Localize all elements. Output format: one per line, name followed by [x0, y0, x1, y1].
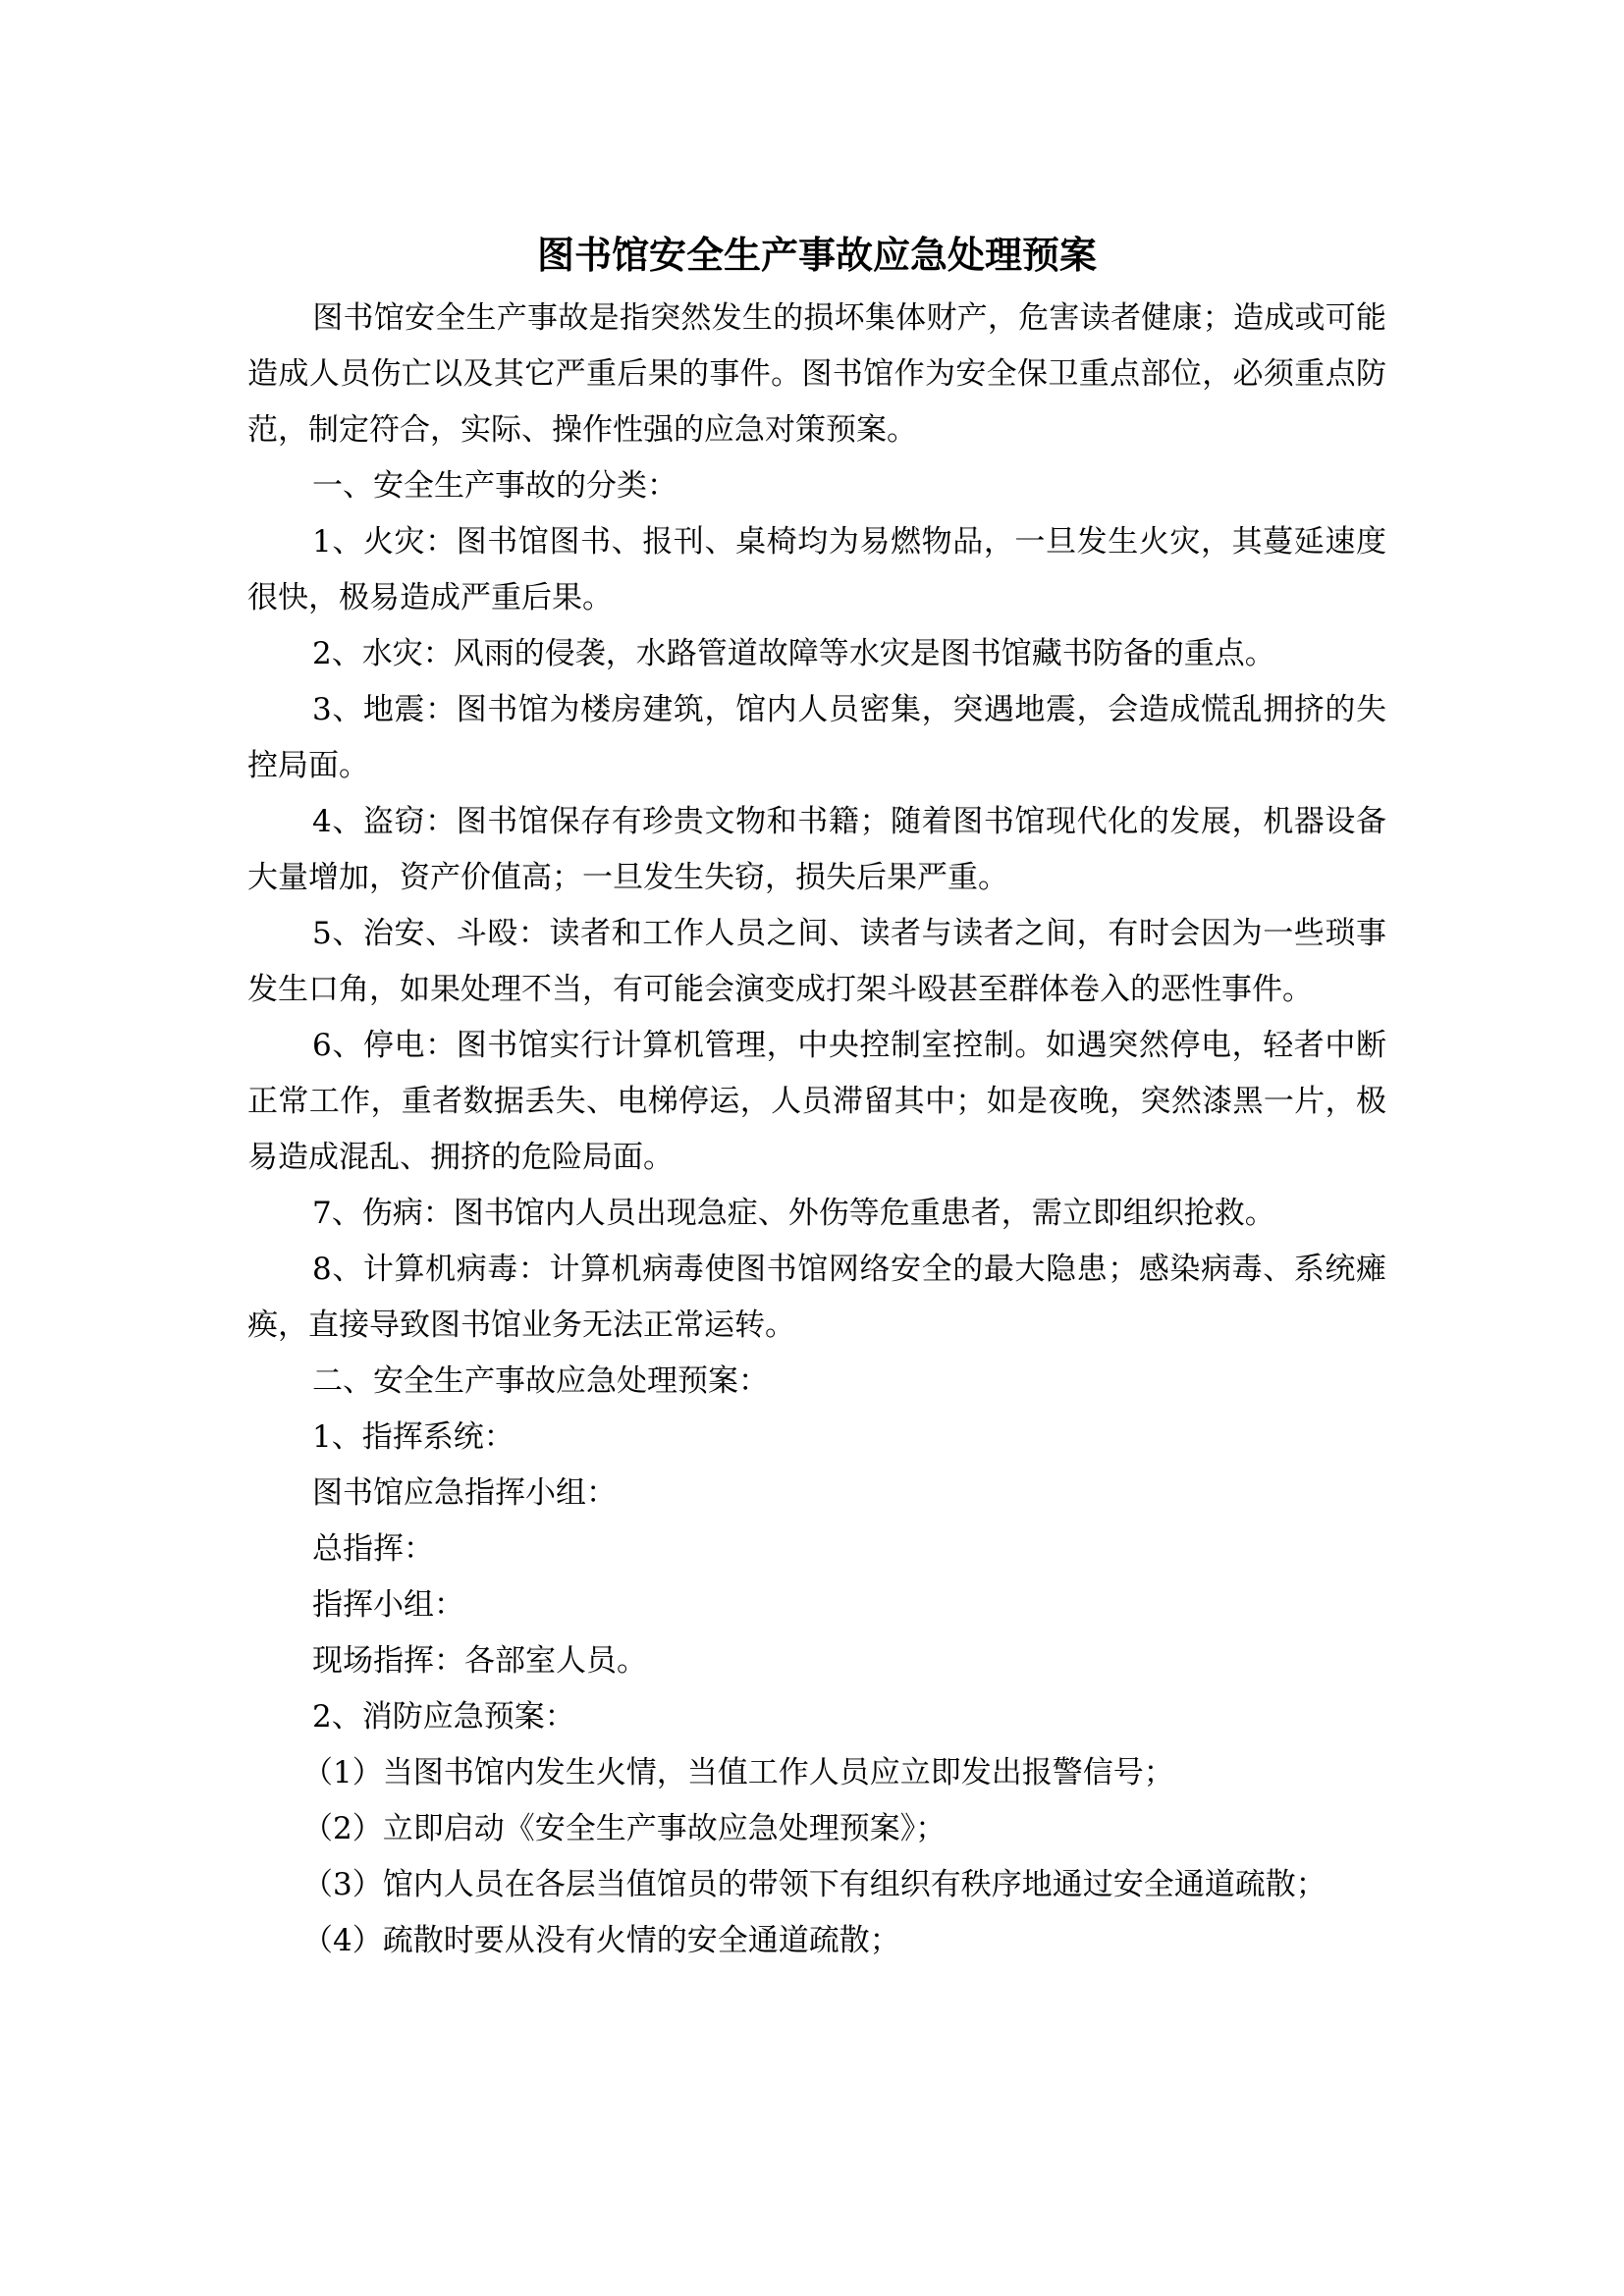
list-item-earthquake: 3、地震：图书馆为楼房建筑，馆内人员密集，突遇地震，会造成慌乱拥挤的失控局面。: [247, 692, 1386, 783]
intro-paragraph: 图书馆安全生产事故是指突然发生的损坏集体财产，危害读者健康；造成或可能造成人员伤亡以及其它严重后果的事件。图书馆作为安全保卫重点部位，必须重点防范，制定符合，实际、操作性强的应急对策预案。: [247, 300, 1386, 448]
section-heading-classification: 一、安全生产事故的分类：: [312, 468, 677, 504]
document-page: [247, 228, 1386, 1969]
list-item-theft: 4、盗窃：图书馆保存有珍贵文物和书籍；随着图书馆现代化的发展，机器设备大量增加，资产价值高；一旦发生失窃，损失后果严重。: [247, 804, 1386, 895]
list-item-public-order: 5、治安、斗殴：读者和工作人员之间、读者与读者之间，有时会因为一些琐事发生口角，如果处理不当，有可能会演变成打架斗殴甚至群体卷入的恶性事件。: [247, 916, 1386, 1007]
command-team-line: 指挥小组：: [312, 1587, 464, 1623]
list-item-power-outage: 6、停电：图书馆实行计算机管理，中央控制室控制。如遇突然停电，轻者中断正常工作，重者数据丢失、电梯停运，人员滞留其中；如是夜晚，突然漆黑一片，极易造成混乱、拥挤的危险局面。: [247, 1028, 1386, 1175]
section-heading-response-plan: 二、安全生产事故应急处理预案：: [312, 1363, 769, 1399]
fire-plan-step-2: （2）立即启动《安全生产事故应急处理预案》；: [302, 1811, 947, 1846]
fire-plan-step-3: （3）馆内人员在各层当值馆员的带领下有组织有秩序地通过安全通道疏散；: [302, 1867, 1326, 1902]
list-item-virus: 8、计算机病毒：计算机病毒使图书馆网络安全的最大隐患；感染病毒、系统瘫痪，直接导致图书馆业务无法正常运转。: [247, 1252, 1386, 1343]
subsection-fire-plan: 2、消防应急预案：: [312, 1699, 575, 1735]
list-item-injury: 7、伤病：图书馆内人员出现急症、外伤等危重患者，需立即组织抢救。: [312, 1196, 1275, 1231]
list-item-fire: 1、火灾：图书馆图书、报刊、桌椅均为易燃物品，一旦发生火灾，其蔓延速度很快，极易造成严重后果。: [247, 524, 1386, 615]
document-title: 图书馆安全生产事故应急处理预案: [536, 233, 1097, 277]
list-item-flood: 2、水灾：风雨的侵袭，水路管道故障等水灾是图书馆藏书防备的重点。: [312, 636, 1275, 671]
command-group-line: 图书馆应急指挥小组：: [312, 1475, 617, 1511]
subsection-command-system: 1、指挥系统：: [312, 1419, 514, 1455]
chief-commander-line: 总指挥：: [312, 1531, 434, 1567]
fire-plan-step-4: （4）疏散时要从没有火情的安全通道疏散；: [302, 1923, 900, 1958]
fire-plan-step-1: （1）当图书馆内发生火情，当值工作人员应立即发出报警信号；: [302, 1755, 1174, 1790]
onsite-commander-line: 现场指挥：各部室人员。: [312, 1643, 647, 1679]
